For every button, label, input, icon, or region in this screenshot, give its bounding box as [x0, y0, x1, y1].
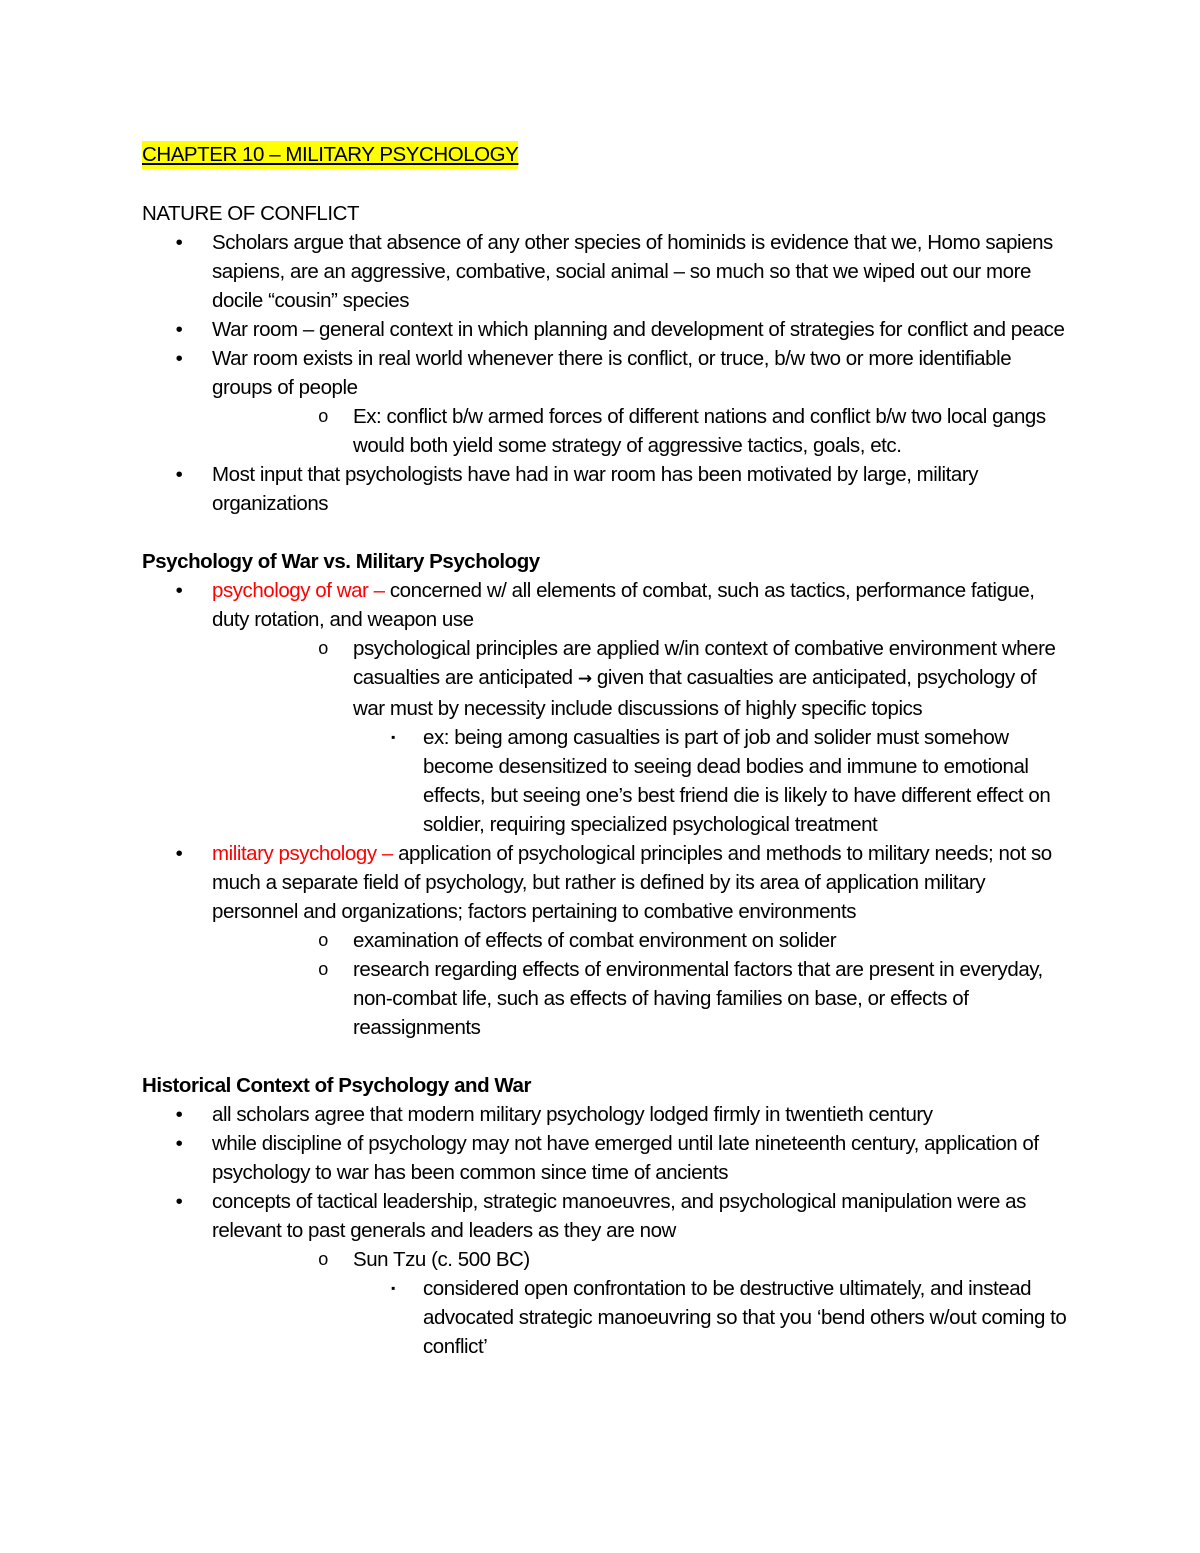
list-item-text: Scholars argue that absence of any other species of hominids is evidence that we, Homo sapiens sapiens, are an aggressive, combative, social animal – so much so that we wiped out our more docile “cousin” species [212, 231, 1053, 312]
sub-list-item-text: Ex: conflict b/w armed forces of different nations and conflict b/w two local gangs would both yield some strategy of aggressive tactics, goals, etc. [353, 405, 1046, 457]
list-item [142, 839, 1072, 1042]
list-item [142, 344, 1072, 460]
sub-sub-list-item [212, 723, 1072, 839]
definition-text: application of psychological principles and methods to military needs; not so much a separate field of psychology, but rather is defined by its area of application military personnel and organizations; factors pertaining to combative environments [212, 842, 1052, 923]
sub-list-item-text: Sun Tzu (c. 500 BC) [353, 1248, 530, 1271]
bullet-list [142, 576, 1072, 1042]
bullet-list [142, 1100, 1072, 1361]
term-military-psychology: military psychology – [212, 842, 393, 865]
bullet-dot-icon: • [175, 231, 183, 254]
list-item-text: concepts of tactical leadership, strategic manoeuvres, and psychological manipulation were as relevant to past generals and leaders as they are now [212, 1190, 1026, 1242]
bullet-square-icon: ▪ [391, 730, 395, 744]
list-item-text: all scholars agree that modern military psychology lodged firmly in twentieth century [212, 1103, 933, 1126]
sub-sub-list [212, 1274, 1072, 1361]
bullet-dot-icon: • [175, 463, 183, 486]
section-heading-psychology-of-war: Psychology of War vs. Military Psychology [142, 550, 540, 573]
sub-sub-list-item [212, 1274, 1072, 1361]
bullet-circle-icon: o [318, 406, 328, 426]
sub-list-item-text: psychological principles are applied w/in context of combative environment where casualties are anticipated [353, 637, 1056, 689]
section-heading-historical-context: Historical Context of Psychology and War [142, 1074, 532, 1097]
list-item-text: War room exists in real world whenever there is conflict, or truce, b/w two or more identifiable groups of people [212, 347, 1012, 399]
sub-list-item [212, 1245, 1072, 1361]
bullet-dot-icon: • [175, 1190, 183, 1213]
list-item [142, 228, 1072, 315]
sub-list [142, 402, 1072, 460]
list-item [142, 460, 1072, 518]
sub-list-item-text: research regarding effects of environmental factors that are present in everyday, non-combat life, such as effects of having families on base, or effects of reassignments [353, 958, 1043, 1039]
bullet-circle-icon: o [318, 930, 328, 950]
list-item-text: Most input that psychologists have had in war room has been motivated by large, military organizations [212, 463, 978, 515]
bullet-square-icon: ▪ [391, 1281, 395, 1295]
list-item [142, 1100, 1072, 1129]
document-page [142, 140, 1072, 1361]
list-item [142, 576, 1072, 839]
section-heading-nature-of-conflict: NATURE OF CONFLICT [142, 202, 360, 225]
chapter-title: CHAPTER 10 – MILITARY PSYCHOLOGY [142, 141, 518, 169]
sub-list-item [212, 402, 1072, 460]
sub-list-item-text-cont: given that casualties are anticipated, psychology of war must by necessity include discussions of highly specific topics [353, 666, 1037, 720]
list-item-text: War room – general context in which planning and development of strategies for conflict and peace [212, 318, 1065, 341]
definition-text: concerned w/ all elements of combat, such as tactics, performance fatigue, duty rotation, and weapon use [212, 579, 1035, 631]
sub-list [142, 1245, 1072, 1361]
bullet-dot-icon: • [175, 1103, 183, 1126]
sub-list-item [212, 634, 1072, 839]
list-item [142, 1129, 1072, 1187]
list-item [142, 1187, 1072, 1361]
sub-list-item-text: examination of effects of combat environment on solider [353, 929, 837, 952]
sub-list-item [212, 926, 1072, 955]
sub-sub-list [212, 723, 1072, 839]
sub-list [142, 634, 1072, 839]
bullet-dot-icon: • [175, 347, 183, 370]
bullet-circle-icon: o [318, 638, 328, 658]
sub-sub-list-item-text: considered open confrontation to be destructive ultimately, and instead advocated strategic manoeuvring so that you ‘bend others w/out coming to conflict’ [423, 1277, 1067, 1358]
bullet-list [142, 228, 1072, 518]
sub-sub-list-item-text: ex: being among casualties is part of job and solider must somehow become desensitized to seeing dead bodies and immune to emotional effects, but seeing one’s best friend die is likely to have different effect on soldier, requiring specialized psychological treatment [423, 726, 1051, 836]
sub-list [142, 926, 1072, 1042]
list-item-text: while discipline of psychology may not have emerged until late nineteenth century, application of psychology to war has been common since time of ancients [212, 1132, 1039, 1184]
bullet-dot-icon: • [175, 1132, 183, 1155]
term-psychology-of-war: psychology of war – [212, 579, 385, 602]
bullet-circle-icon: o [318, 1249, 328, 1269]
bullet-dot-icon: • [175, 579, 183, 602]
sub-list-item [212, 955, 1072, 1042]
bullet-dot-icon: • [175, 842, 183, 865]
arrow-right-icon: → [577, 669, 592, 689]
list-item [142, 315, 1072, 344]
bullet-dot-icon: • [175, 318, 183, 341]
bullet-circle-icon: o [318, 959, 328, 979]
